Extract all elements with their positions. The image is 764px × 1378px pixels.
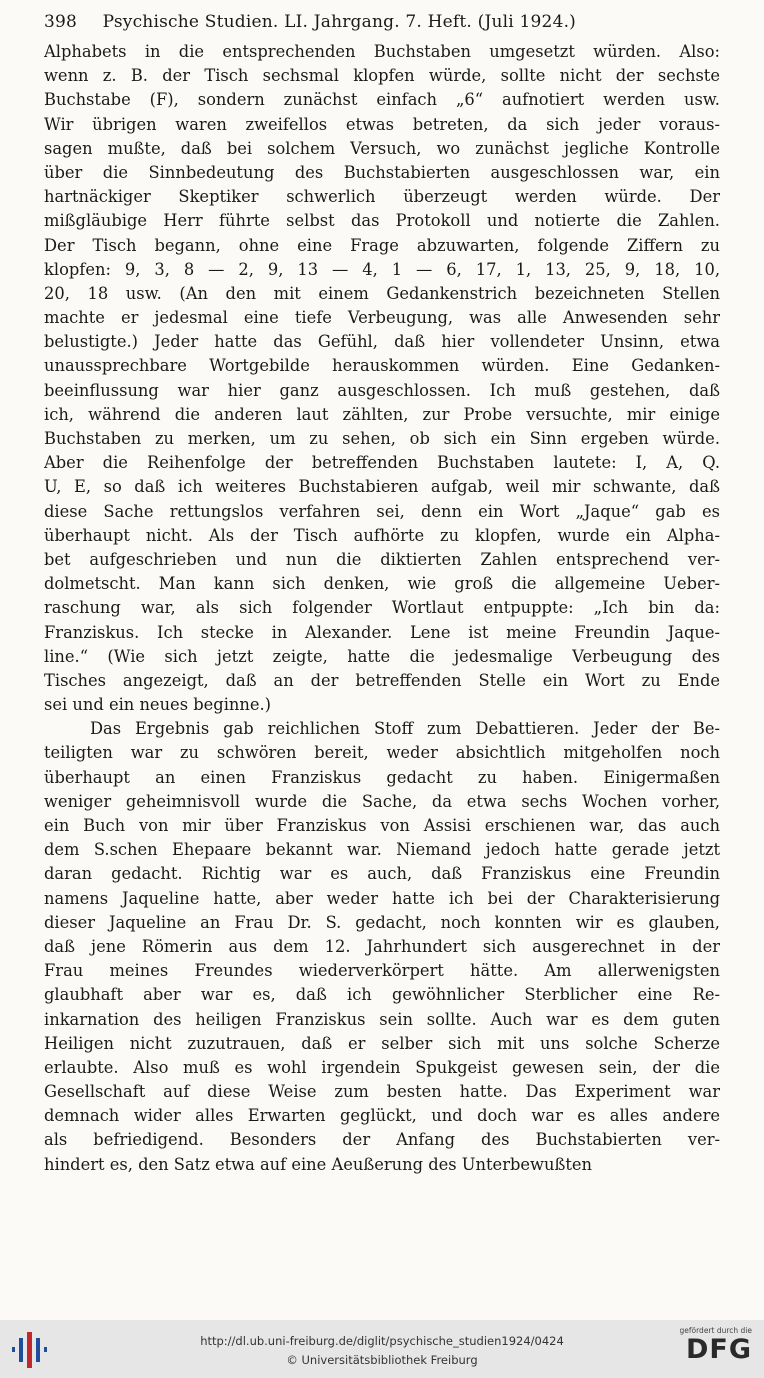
text-line: hindert es, den Satz etwa auf eine Aeußerung des Unterbewußten: [44, 1154, 592, 1174]
text-line: ein Buch von mir über Franziskus von Assisi erschienen war, das auch: [44, 816, 720, 835]
text-line: hartnäckiger Skeptiker schwerlich überzeugt werden würde. Der: [44, 187, 720, 207]
text-line: daran gedacht. Richtig war es auch, daß Franziskus eine Freundin: [44, 864, 720, 884]
text-line: inkarnation des heiligen Franziskus sein sollte. Auch war es dem guten: [44, 1009, 720, 1029]
text-line: namens Jaqueline hatte, aber weder hatte ich bei der Charakterisierung: [44, 888, 720, 908]
text-line: machte er jedesmal eine tiefe Verbeugung, was alle Anwesenden sehr: [44, 308, 720, 328]
text-line: dem S.schen Ehepaare bekannt war. Niemand jedoch hatte gerade jetzt: [44, 840, 720, 860]
text-line: teiligten war zu schwören bereit, weder absichtlich mitgeholfen noch: [44, 743, 720, 763]
viewer-footer: [0, 1320, 764, 1378]
text-line: dieser Jaqueline an Frau Dr. S. gedacht, noch konnten wir es glauben,: [44, 912, 720, 932]
text-line: über die Sinnbedeutung des Buchstabierten ausgeschlossen war, ein: [44, 162, 720, 182]
text-line: überhaupt nicht. Als der Tisch aufhörte zu klopfen, wurde ein Alpha-: [44, 525, 720, 545]
text-line: daß jene Römerin aus dem 12. Jahrhundert sich ausgerechnet in der: [44, 936, 720, 956]
text-line: sagen mußte, daß bei solchem Versuch, wo zunächst jegliche Kontrolle: [44, 138, 720, 158]
text-line: demnach wider alles Erwarten geglückt, und doch war es alles andere: [44, 1106, 720, 1126]
text-line: Heiligen nicht zuzutrauen, daß er selber sich mit uns solche Scherze: [44, 1033, 720, 1053]
text-line: diese Sache rettungslos verfahren sei, denn ein Wort „Jaque“ gab es: [44, 501, 720, 521]
page-header: [44, 12, 720, 32]
text-line: dolmetscht. Man kann sich denken, wie groß die allgemeine Ueber-: [44, 574, 720, 594]
text-line: glaubhaft aber war es, daß ich gewöhnlicher Sterblicher eine Re-: [44, 985, 720, 1005]
text-line: Alphabets in die entsprechenden Buchstaben umgesetzt würden. Also:: [44, 42, 720, 61]
text-line: line.“ (Wie sich jetzt zeigte, hatte die jedesmalige Verbeugung des: [44, 646, 720, 666]
text-line: Buchstaben zu merken, um zu sehen, ob sich ein Sinn ergeben würde.: [44, 429, 720, 448]
text-line: beeinflussung war hier ganz ausgeschlossen. Ich muß gestehen, daß: [44, 380, 720, 400]
text-line: bet aufgeschrieben und nun die diktierten Zahlen entsprechend ver-: [44, 549, 720, 569]
text-line: erlaubte. Also muß es wohl irgendein Spukgeist gewesen sein, der die: [44, 1057, 720, 1077]
text-line: Aber die Reihenfolge der betreffenden Buchstaben lautete: I, A, Q.: [44, 453, 720, 473]
text-line: mißgläubige Herr führte selbst das Protokoll und notierte die Zahlen.: [44, 211, 720, 231]
text-line: U, E, so daß ich weiteres Buchstabieren aufgab, weil mir schwante, daß: [44, 477, 720, 497]
copyright-notice: © Universitätsbibliothek Freiburg: [286, 1353, 478, 1367]
text-line: als befriedigend. Besonders der Anfang des Buchstabierten ver-: [44, 1130, 720, 1150]
text-line: klopfen: 9, 3, 8 — 2, 9, 13 — 4, 1 — 6, 17, 1, 13, 25, 9, 18, 10,: [44, 259, 720, 279]
text-line: Gesellschaft auf diese Weise zum besten hatte. Das Experiment war: [44, 1082, 720, 1102]
dfg-logo: [672, 1326, 752, 1374]
text-line: Der Tisch begann, ohne eine Frage abzuwarten, folgende Ziffern zu: [44, 235, 720, 255]
body-text: [44, 40, 720, 1177]
permalink-url[interactable]: http://dl.ub.uni-freiburg.de/diglit/psychische_studien1924/0424: [200, 1334, 564, 1348]
text-line: Tisches angezeigt, daß an der betreffenden Stelle ein Wort zu Ende: [44, 670, 720, 690]
dfg-mark: DFG: [685, 1334, 752, 1365]
text-line: ich, während die anderen laut zählten, zur Probe versuchte, mir einige: [44, 404, 720, 424]
text-line: unaussprechbare Wortgebilde herauskommen würden. Eine Gedanken-: [44, 356, 720, 376]
text-line: überhaupt an einen Franziskus gedacht zu haben. Einigermaßen: [44, 767, 720, 787]
text-line: 20, 18 usw. (An den mit einem Gedankenstrich bezeichneten Stellen: [44, 283, 720, 303]
text-line: sei und ein neues beginne.): [44, 695, 272, 715]
page-number: 398: [44, 12, 78, 32]
text-line: Wir übrigen waren zweifellos etwas betreten, da sich jeder voraus-: [44, 114, 720, 134]
text-line: raschung war, als sich folgender Wortlaut entpuppte: „Ich bin da:: [44, 598, 720, 618]
text-line: Buchstabe (F), sondern zunächst einfach „6“ aufnotiert werden usw.: [44, 90, 720, 110]
text-line: Das Ergebnis gab reichlichen Stoff zum Debattieren. Jeder der Be-: [90, 719, 720, 739]
text-line: belustigte.) Jeder hatte das Gefühl, daß hier vollendeter Unsinn, etwa: [44, 332, 720, 352]
text-line: wenn z. B. der Tisch sechsmal klopfen würde, sollte nicht der sechste: [44, 66, 720, 86]
text-line: weniger geheimnisvoll wurde die Sache, da etwa sechs Wochen vorher,: [44, 791, 720, 811]
text-line: Frau meines Freundes wiederverkörpert hätte. Am allerwenigsten: [44, 961, 720, 981]
text-line: Franziskus. Ich stecke in Alexander. Lene ist meine Freundin Jaque-: [44, 622, 720, 642]
dfg-caption: gefördert durch die: [679, 1326, 752, 1335]
running-title: Psychische Studien. LI. Jahrgang. 7. Heft. (Juli 1924.): [102, 12, 577, 32]
